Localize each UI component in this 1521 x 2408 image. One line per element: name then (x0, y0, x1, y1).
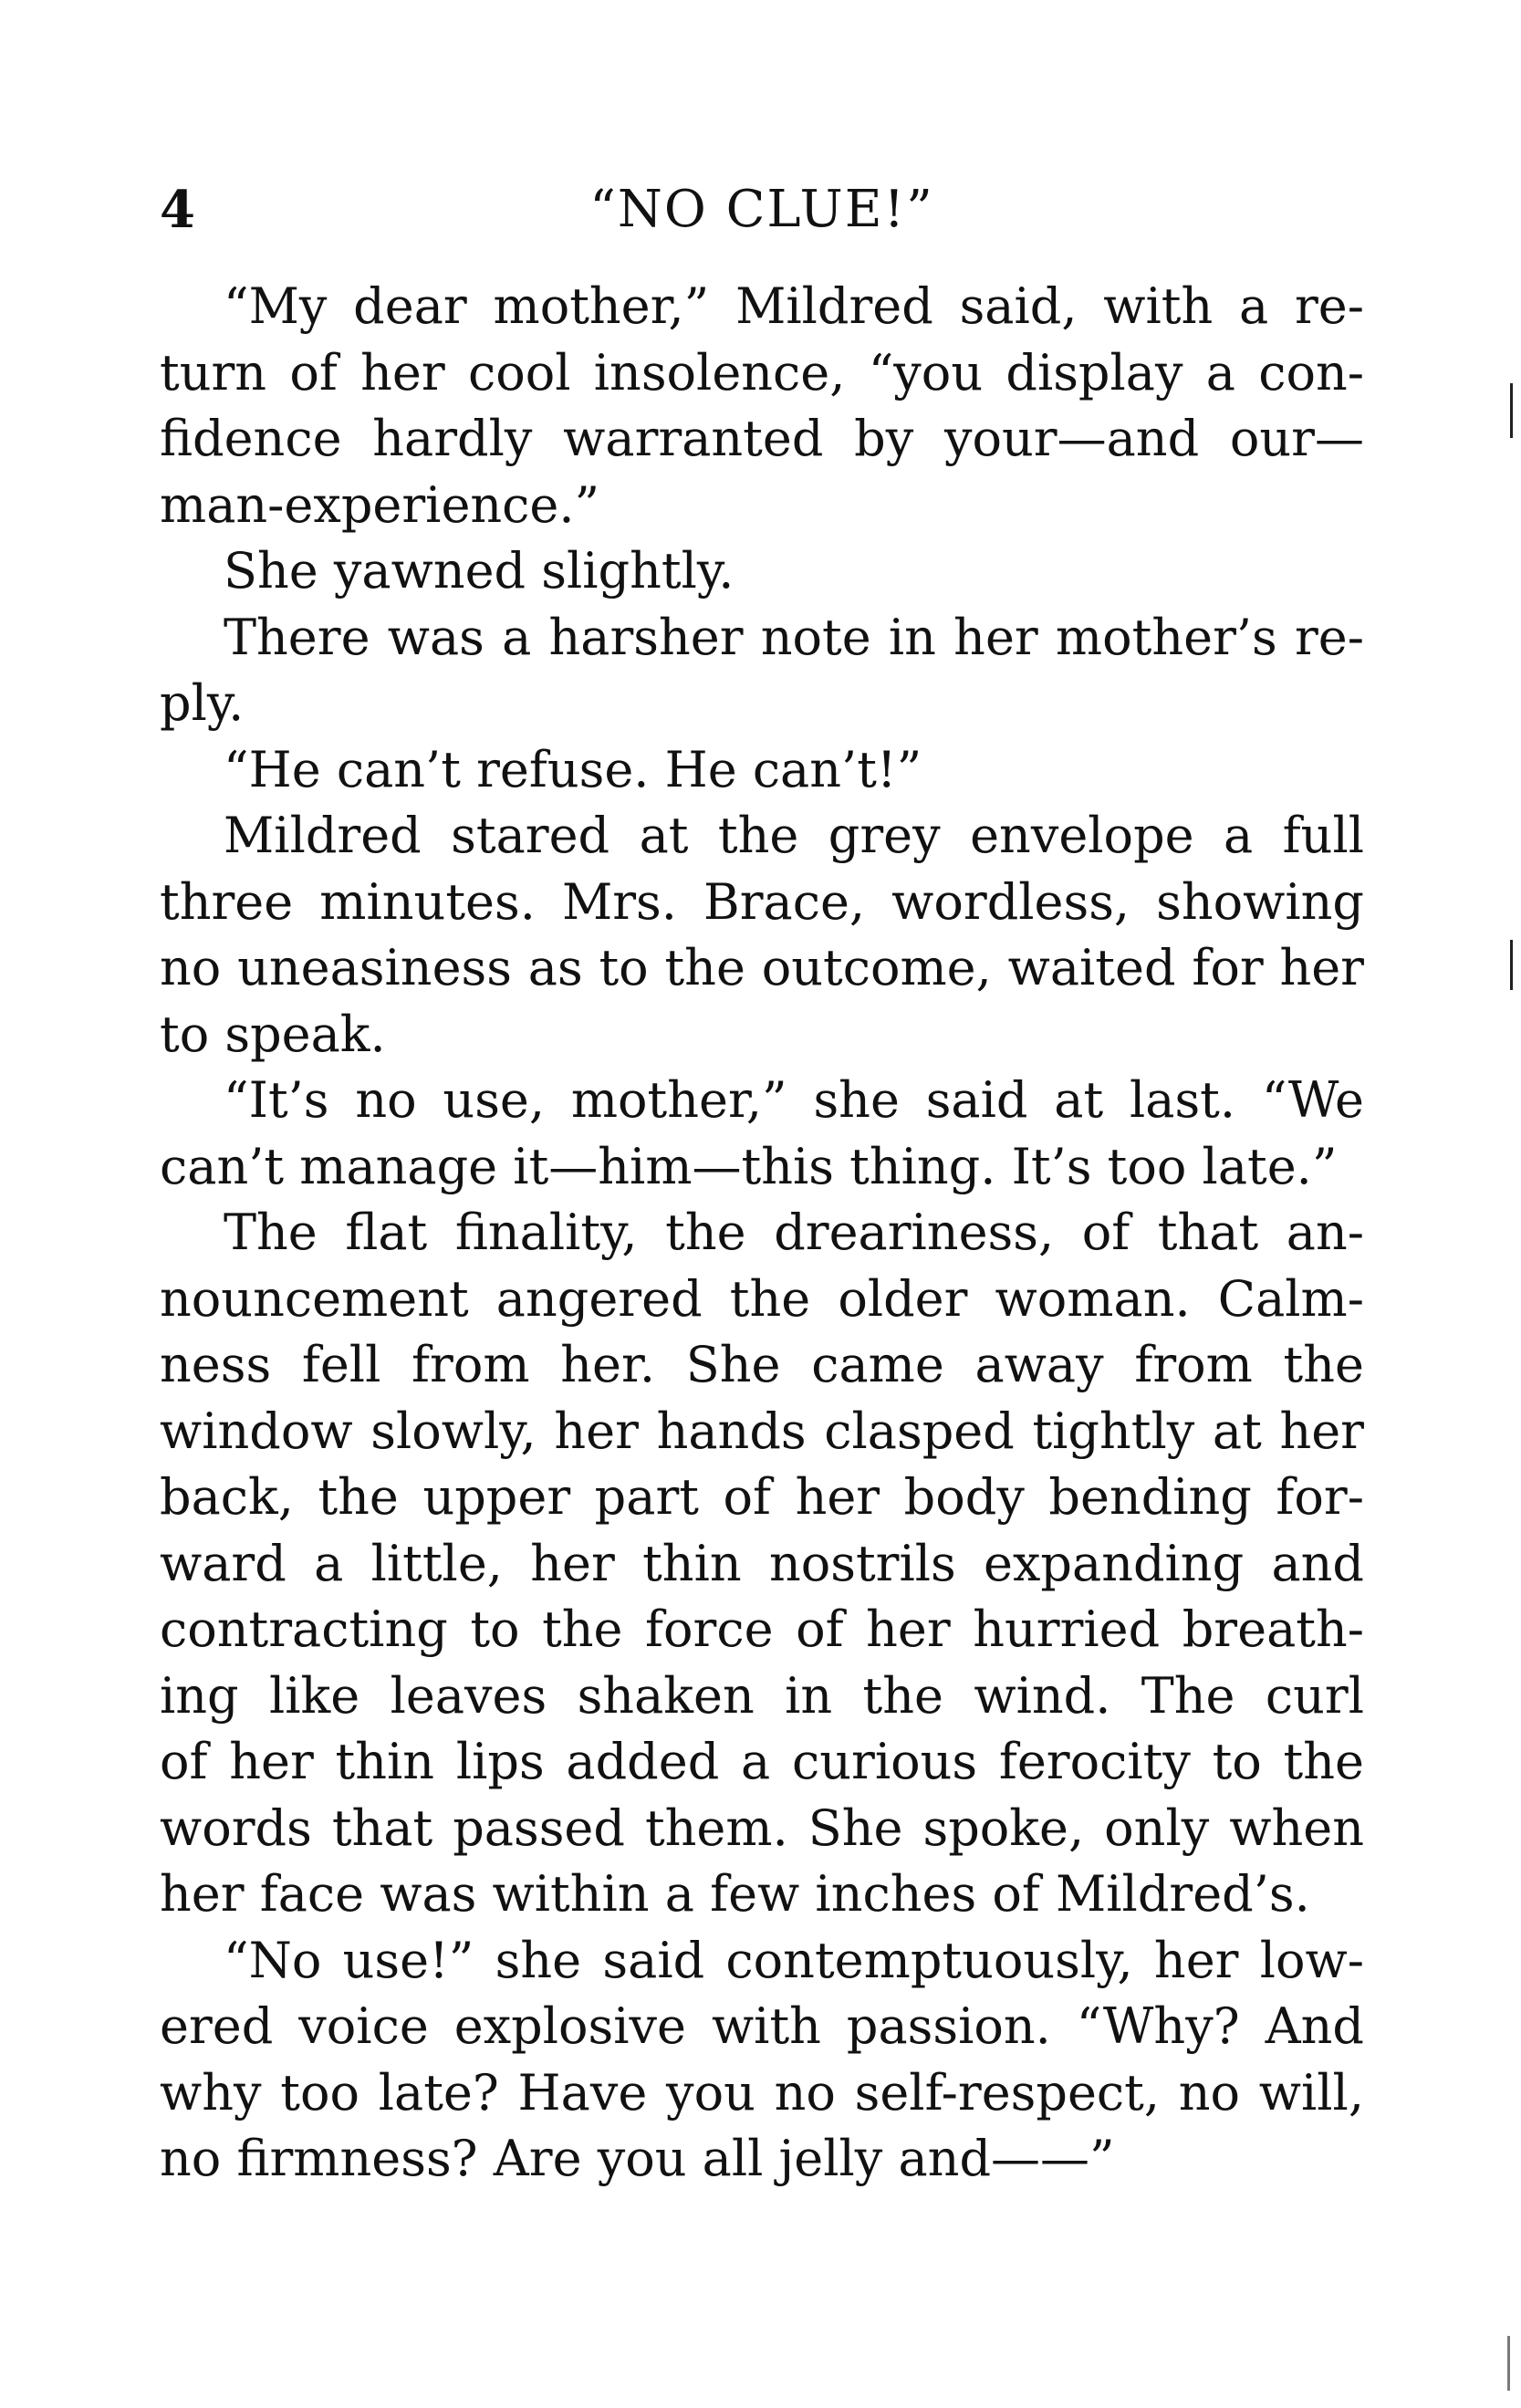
text-line: turn of her cool insolence, “you display a con- (160, 343, 1364, 401)
text-line: can’t manage it—him—this thing. It’s too late.” (160, 1137, 1338, 1195)
text-line: There was a harsher note in her mother’s re- (224, 608, 1364, 666)
paragraph (160, 1068, 1364, 1200)
text-line: ply. (160, 674, 245, 732)
text-line: “It’s no use, mother,” she said at last. “We (224, 1071, 1364, 1129)
paragraph (160, 1928, 1364, 2193)
text-line: ing like leaves shaken in the wind. The curl (160, 1666, 1364, 1725)
page-number: 4 (160, 180, 195, 240)
text-line: why too late? Have you no self-respect, no will, (160, 2063, 1364, 2121)
text-line: man-experience.” (160, 475, 600, 534)
text-line: her face was within a few inches of Mildred’s. (160, 1865, 1310, 1923)
paragraph (160, 538, 1364, 605)
text-line: ered voice explosive with passion. “Why? And (160, 1997, 1364, 2055)
text-line: contracting to the force of her hurried breath- (160, 1600, 1364, 1658)
text-line: fidence hardly warranted by your—and our— (160, 410, 1364, 467)
paragraph (160, 274, 1364, 538)
text-line: “No use!” she said contemptuously, her low- (224, 1931, 1364, 1989)
text-line: ward a little, her thin nostrils expanding and (160, 1534, 1364, 1592)
text-line: “He can’t refuse. He can’t!” (224, 740, 922, 798)
text-line: She yawned slightly. (224, 542, 734, 599)
text-line: back, the upper part of her body bending for- (160, 1468, 1364, 1526)
text-line: window slowly, her hands clasped tightly at her (160, 1402, 1364, 1460)
running-title: “NO CLUE!” (589, 180, 934, 239)
text-line: Mildred stared at the grey envelope a full (224, 807, 1364, 864)
text-line: words that passed them. She spoke, only when (160, 1798, 1364, 1857)
scan-edge-mark (1510, 940, 1513, 990)
body-text (160, 274, 1364, 2193)
scan-edge-mark (1507, 2336, 1510, 2391)
text-line: nouncement angered the older woman. Calm- (160, 1269, 1364, 1328)
text-line: “My dear mother,” Mildred said, with a re- (224, 277, 1364, 335)
paragraph (160, 803, 1364, 1068)
text-line: no uneasiness as to the outcome, waited for her (160, 939, 1364, 996)
text-line: three minutes. Mrs. Brace, wordless, showing (160, 872, 1364, 931)
paragraph (160, 737, 1364, 804)
text-line: ness fell from her. She came away from the (160, 1336, 1364, 1393)
paragraph (160, 1200, 1364, 1928)
text-line: The flat finality, the dreariness, of that an- (224, 1204, 1364, 1261)
text-line: to speak. (160, 1005, 386, 1063)
text-line: of her thin lips added a curious ferocity to the (160, 1733, 1364, 1790)
paragraph (160, 605, 1364, 737)
scan-edge-mark (1510, 383, 1513, 438)
text-line: no firmness? Are you all jelly and——” (160, 2130, 1115, 2187)
running-head (160, 173, 1364, 246)
